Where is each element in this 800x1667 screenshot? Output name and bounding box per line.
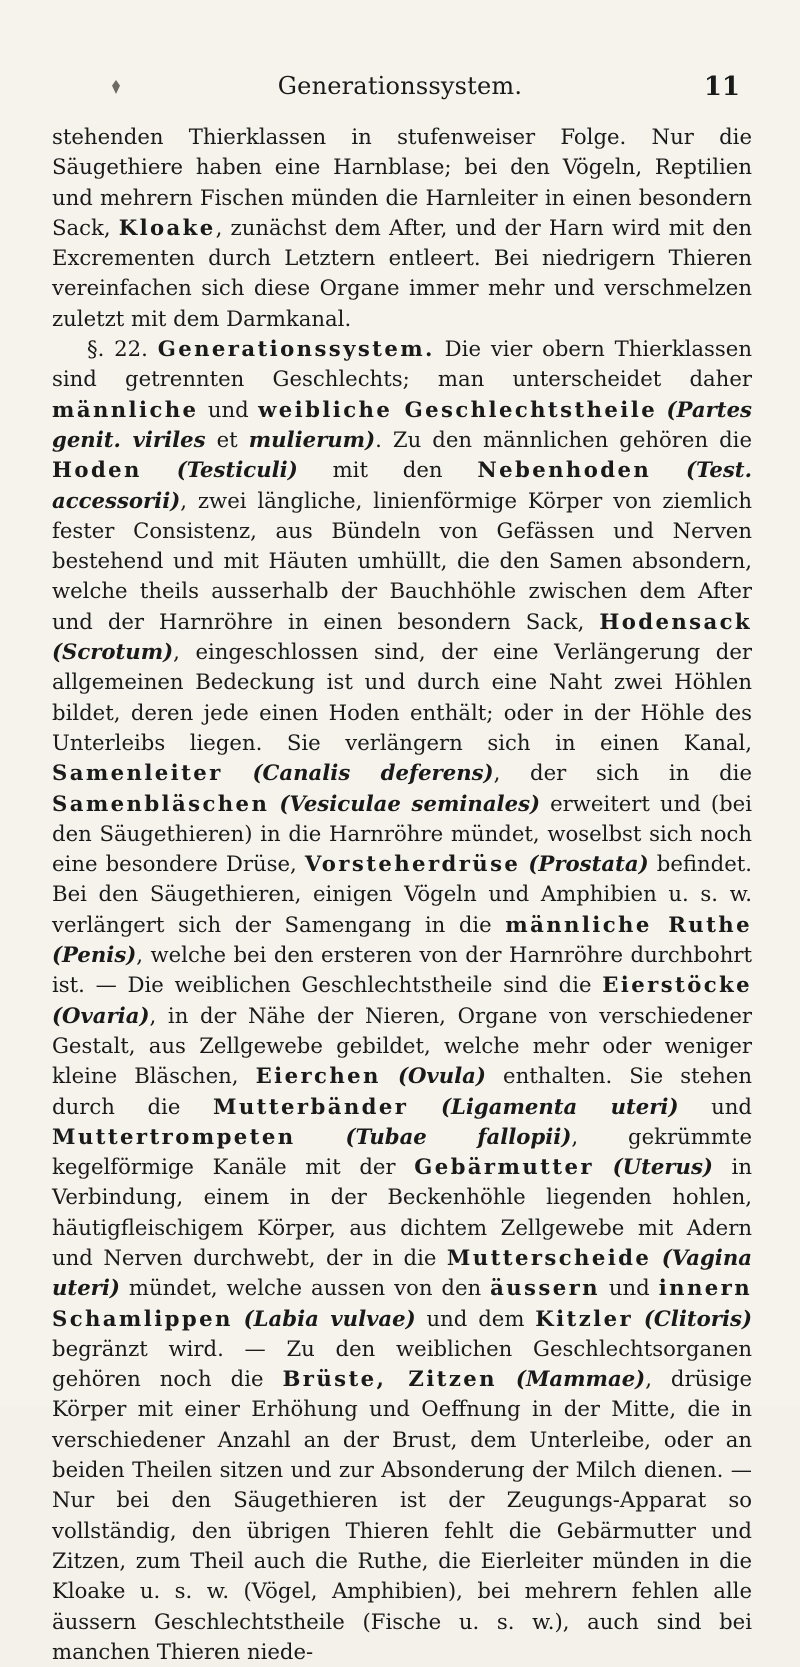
text-run	[142, 457, 177, 482]
text-run: , zunächst dem After, und der Harn wird mit den Excrementen durch Letztern entleert. Bei niedrigern Thieren vereinfachen sich diese Organe immer mehr und verschmelzen zuletzt mit dem Darmkanal.	[52, 214, 752, 331]
text-run: enthalten. Sie stehen durch die	[52, 1063, 752, 1119]
text-run: , eingeschlossen sind, der eine Verlängerung der allgemeinen Bedeckung ist und durch eine Naht zwei Höhlen bildet, deren jede einen Hoden enthält; oder in der Höhle des Unterleibs liegen. Sie verlängern sich in einen Kanal,	[52, 639, 752, 755]
text-run	[497, 1366, 516, 1391]
spaced-term: Samenleiter	[52, 760, 223, 786]
spaced-term: innern Schamlippen	[52, 1275, 752, 1331]
text-run: , welche bei den ersteren von der Harnröhre durchbohrt ist. — Die weiblichen Geschlechtstheile sind die	[52, 942, 752, 998]
spaced-term: Eierstöcke	[602, 972, 752, 998]
text-run: und	[198, 396, 259, 422]
spaced-term: Kitzler	[535, 1305, 634, 1331]
running-head	[0, 72, 800, 112]
text-run	[381, 1063, 398, 1088]
spaced-term: Brüste, Zitzen	[282, 1366, 497, 1392]
latin-term: mulierum)	[248, 426, 376, 452]
spaced-term: Mutterscheide	[446, 1244, 652, 1270]
text-run: stehenden Thierklassen in stufenweiser Folge. Nur die Säugethiere haben eine Harnblase; bei den Vögeln, Reptilien und mehrern Fischen münden die Harnleiter in einen besondern Sack,	[52, 124, 752, 240]
text-run	[657, 397, 666, 422]
running-title: Generationssystem.	[277, 72, 523, 100]
text-run: . Zu den männlichen gehören die	[375, 426, 753, 452]
latin-term: (Ovaria)	[52, 1002, 150, 1028]
spaced-term: Hoden	[52, 457, 142, 483]
text-run: §. 22.	[87, 336, 158, 362]
text-run: und dem	[415, 1305, 536, 1331]
spaced-term: Samenbläschen	[52, 790, 270, 816]
text-run: , gekrümmte kegelförmige Kanäle mit der	[52, 1123, 752, 1180]
body-text	[52, 122, 752, 1667]
latin-term: (Test. accessorii)	[52, 457, 752, 513]
latin-term: (Penis)	[52, 942, 137, 968]
spaced-term: Gebärmutter	[414, 1154, 594, 1180]
text-run	[408, 1094, 441, 1119]
spaced-term: Kloake	[118, 214, 216, 240]
text-run: , der sich in die	[493, 760, 752, 786]
latin-term: (Vesiculae seminales)	[279, 790, 541, 816]
page-number: 11	[703, 72, 740, 102]
text-run: und	[599, 1275, 659, 1301]
latin-term: (Vagina uteri)	[52, 1244, 752, 1301]
text-run: , in der Nähe der Nieren, Organe von verschiedener Gestalt, aus Zellgewebe gebildet, welche mehr oder weniger kleine Bläschen,	[52, 1002, 752, 1089]
latin-term: (Tubae fallopii)	[345, 1123, 572, 1149]
text-run: befindet. Bei den Säugethieren, einigen Vögeln und Amphibien u. s. w. verlängert sich der Samengang in die	[52, 851, 752, 937]
latin-term: (Clitoris)	[643, 1305, 752, 1331]
text-run: begränzt wird. — Zu den weiblichen Geschlechtsorganen gehören noch die	[52, 1335, 752, 1392]
spaced-term: weibliche Geschlechtstheile	[258, 396, 658, 422]
paragraph-section-22	[52, 334, 752, 1667]
spaced-term: Hodensack	[599, 608, 752, 634]
text-run	[269, 791, 279, 816]
text-run: , zwei längliche, linienförmige Körper von ziemlich fester Consistenz, aus Bündeln von Gefässen und Nerven bestehend und mit Häuten umhüllt, die den Samen absondern, welche theils ausserhalb der Bauchhöhle zwischen dem After und der Harnröhre in einen besondern Sack,	[52, 487, 752, 634]
spaced-term: Vorsteherdrüse	[304, 851, 521, 877]
spaced-term: Muttertrompeten	[52, 1123, 296, 1149]
text-run	[633, 1306, 644, 1331]
spaced-term: Nebenhoden	[477, 457, 652, 483]
spaced-term: männliche Ruthe	[505, 911, 752, 937]
text-run: Die vier obern Thierklassen sind getrennten Geschlechts; man unterscheidet daher	[52, 336, 752, 392]
text-run	[651, 457, 686, 482]
spaced-term: männliche	[52, 396, 199, 422]
latin-term: (Prostata)	[528, 851, 649, 877]
latin-term: (Ligamenta uteri)	[440, 1093, 679, 1119]
latin-term: (Uterus)	[612, 1154, 713, 1180]
latin-term: (Testiculi)	[176, 457, 298, 483]
text-run	[296, 1124, 346, 1149]
latin-term: (Partes genit. viriles	[52, 396, 752, 452]
text-run	[233, 1306, 244, 1331]
spaced-term: Generationssystem.	[157, 336, 435, 362]
text-run: und	[678, 1093, 752, 1119]
spaced-term: Eierchen	[255, 1063, 381, 1089]
spaced-term: äussern	[490, 1275, 600, 1301]
text-run: in Verbindung, einem in der Beckenhöhle liegenden hohlen, häutigfleischigem Körper, aus dichtem Zellgewebe mit Adern und Nerven durchwebt, der in die	[52, 1154, 752, 1270]
text-run: et	[205, 426, 249, 452]
text-run	[594, 1154, 613, 1179]
latin-term: (Ovula)	[397, 1063, 486, 1089]
text-run: , drüsige Körper mit einer Erhöhung und Oeffnung in der Mitte, die in verschiedener Anzahl an der Brust, dem Unterleibe, oder an beiden Theilen sitzen und zur Absonderung der Milch dienen. — Nur bei den Säugethieren ist der Zeugungs-Apparat so vollständig, den übrigen Thieren fehlt die Gebärmutter und Zitzen, zum Theil auch die Ruthe, die Eierleiter münden in die Kloake u. s. w. (Vögel, Amphibien), bei mehrern fehlen alle äussern Geschlechtstheile (Fische u. s. w.), auch sind bei manchen Thieren niede-	[52, 1366, 752, 1664]
text-run: erweitert und (bei den Säugethieren) in die Harnröhre mündet, woselbst sich noch eine besondere Drüse,	[52, 790, 752, 877]
latin-term: (Canalis deferens)	[252, 760, 494, 786]
latin-term: (Labia vulvae)	[243, 1305, 416, 1331]
text-run: mündet, welche aussen von den	[119, 1275, 491, 1301]
latin-term: (Scrotum)	[52, 639, 174, 665]
text-run: mit den	[297, 457, 478, 483]
text-run	[223, 760, 253, 785]
text-run	[651, 1245, 661, 1270]
latin-term: (Mammae)	[515, 1366, 646, 1392]
paragraph-continuation	[52, 122, 752, 334]
spaced-term: Mutterbänder	[213, 1093, 409, 1119]
